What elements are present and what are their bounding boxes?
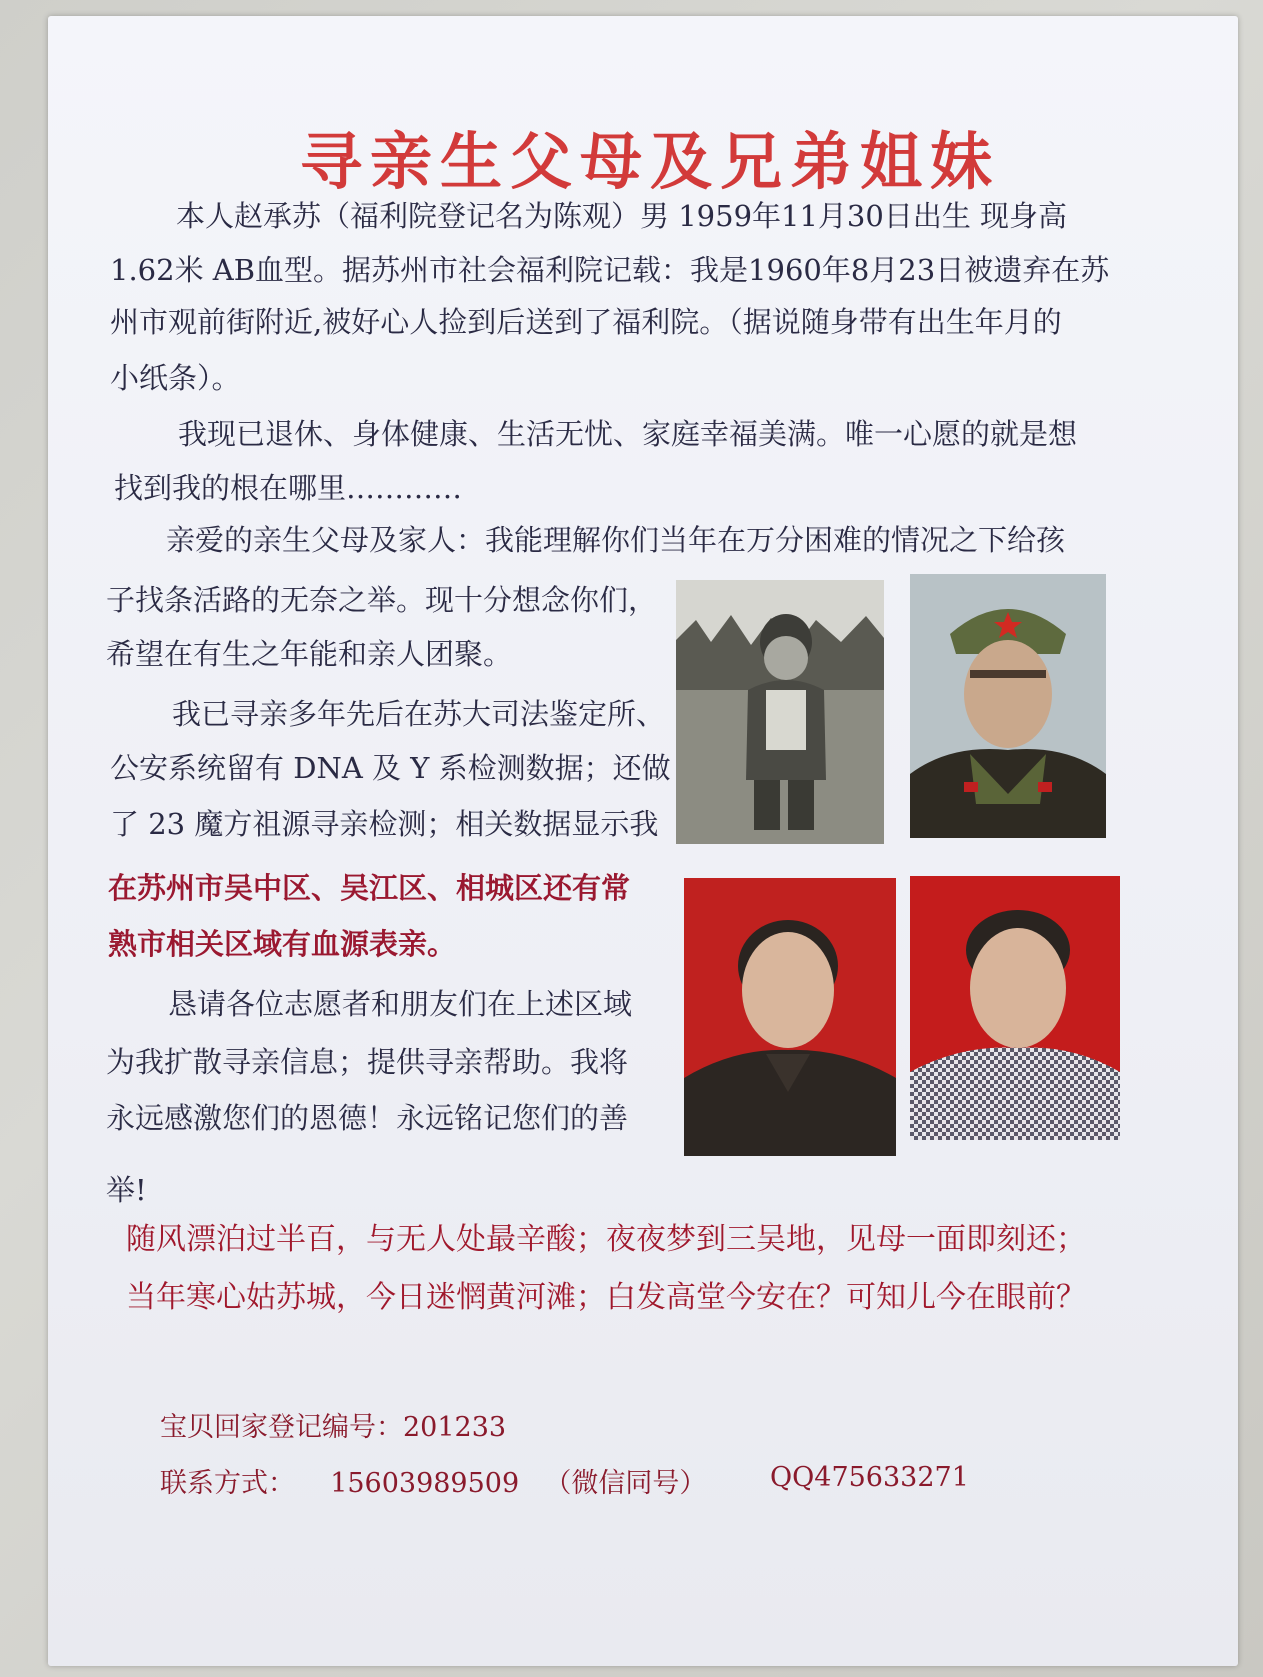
registration-line [160,1410,506,1446]
para5-line1: 恳请各位志愿者和朋友们在上述区域 [168,987,633,1021]
poem-line2: 当年寒心姑苏城，今日迷惘黄河滩；白发高堂今安在？可知儿今在眼前？ [126,1280,1086,1315]
para4-line2: 公安系统留有 DNA 及 Y 系检测数据；还做 [110,751,671,785]
soldier-photo [910,574,1106,838]
para4-line4: 在苏州市吴中区、吴江区、相城区还有常 [108,871,631,905]
para3-line1: 亲爱的亲生父母及家人：我能理解你们当年在万分困难的情况之下给孩 [166,523,1066,557]
portrait-checked-shirt-image [910,876,1120,1140]
childhood-photo-image [676,580,884,844]
para5-line4: 举! [106,1173,147,1207]
para3-line2: 子找条活路的无奈之举。现十分想念你们， [106,583,658,617]
para1-line4: 小纸条）。 [110,361,241,395]
registration-label: 宝贝回家登记编号： [160,1412,403,1443]
portrait-dark-shirt [684,878,896,1156]
para5-line3: 永远感激您们的恩德！永远铭记您们的善 [106,1101,629,1135]
contact-wechat-note: （微信同号） [544,1468,707,1499]
portrait-dark-shirt-image [684,878,896,1156]
para4-line5: 熟市相关区域有血源表亲。 [108,927,457,961]
contact-line [160,1466,706,1502]
para2-line2: 找到我的根在哪里………… [114,471,463,505]
para4-line1: 我已寻亲多年先后在苏大司法鉴定所、 [172,697,666,731]
para4-line3: 了 23 魔方祖源寻亲检测；相关数据显示我 [110,807,659,841]
contact-phone: 15603989509 [330,1468,520,1499]
childhood-photo [676,580,884,844]
contact-qq: QQ475633271 [770,1462,969,1493]
para3-line3: 希望在有生之年能和亲人团聚。 [106,637,513,671]
para2-line1: 我现已退休、身体健康、生活无忧、家庭幸福美满。唯一心愿的就是想 [178,417,1078,451]
registration-number: 201233 [403,1412,507,1443]
para1-line3: 州市观前街附近,被好心人捡到后送到了福利院。（据说随身带有出生年月的 [110,305,1062,339]
poem-line1: 随风漂泊过半百，与无人处最辛酸；夜夜梦到三吴地，见母一面即刻还； [126,1222,1086,1257]
portrait-checked-shirt [910,876,1120,1140]
contact-label: 联系方式： [160,1468,295,1499]
soldier-photo-image [910,574,1106,838]
para1-line1: 本人赵承苏（福利院登记名为陈观）男 1959年11月30日出生 现身高 [176,199,1068,233]
page-title: 寻亲生父母及兄弟姐妹 [300,125,1001,198]
para5-line2: 为我扩散寻亲信息；提供寻亲帮助。我将 [106,1045,629,1079]
para1-line2: 1.62米 AB血型。据苏州市社会福利院记载：我是1960年8月23日被遗弃在苏 [110,253,1110,287]
